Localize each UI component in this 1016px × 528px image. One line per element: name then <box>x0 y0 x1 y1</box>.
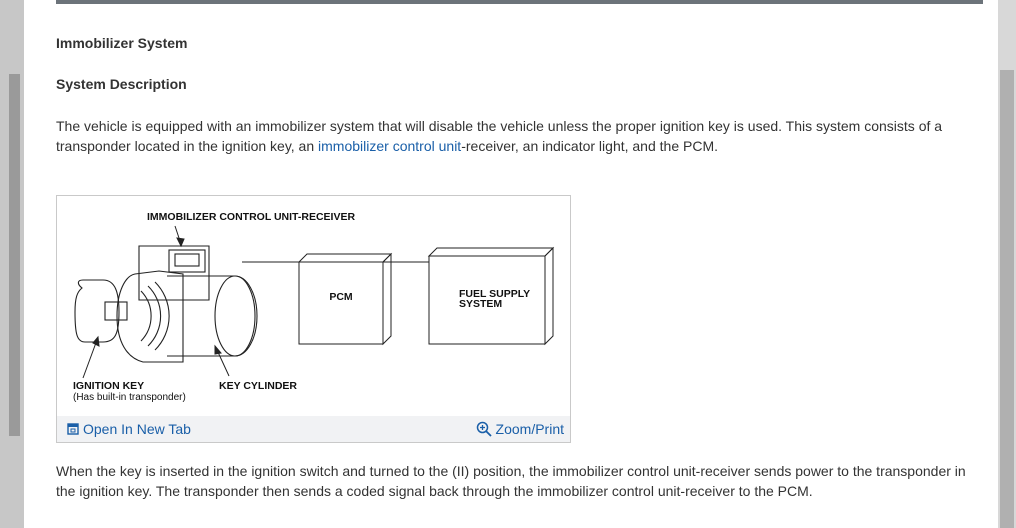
system-diagram-figure <box>56 195 571 443</box>
open-in-new-tab-label: Open In New Tab <box>83 421 191 437</box>
paragraph-text-after-link: -receiver, an indicator light, and the PCM. <box>461 138 718 154</box>
key-cylinder-assembly <box>75 246 257 362</box>
immobilizer-system-diagram <box>57 196 570 416</box>
figure-toolbar <box>57 416 570 442</box>
fuel-supply-label-line2: SYSTEM <box>459 298 503 310</box>
control-unit-receiver-label: IMMOBILIZER CONTROL UNIT-RECEIVER <box>147 211 356 223</box>
zoom-print-label: Zoom/Print <box>495 421 564 437</box>
open-in-new-tab-icon <box>67 423 79 435</box>
open-in-new-tab-button[interactable] <box>67 421 191 437</box>
immobilizer-control-unit-link[interactable]: immobilizer control unit <box>318 138 462 154</box>
top-divider-bar <box>56 0 983 4</box>
key-cylinder-label: KEY CYLINDER <box>219 380 297 392</box>
right-scrollbar[interactable] <box>998 0 1016 528</box>
right-scrollbar-thumb[interactable] <box>1000 70 1014 528</box>
pcm-label: PCM <box>329 291 353 303</box>
operation-paragraph: When the key is inserted in the ignition switch and turned to the (II) position, the immobilizer control unit-receiver sends power to the transponder in the ignition key. The transponder then sends a coded signal back through the immobilizer control unit-receiver to the PCM. <box>56 463 966 499</box>
fuel-supply-label-line1: FUEL SUPPLY <box>459 288 531 300</box>
ignition-key-label: IGNITION KEY <box>73 380 145 392</box>
description-paragraph <box>56 116 986 156</box>
left-scrollbar-thumb[interactable] <box>9 74 20 436</box>
paragraph-text-before-link: The vehicle is equipped with an immobilizer system that will disable the vehicle unless the proper ignition key is used. This system consists of a transponder located in the ignition key, an <box>56 118 943 154</box>
section-title: Immobilizer System <box>56 35 188 51</box>
ignition-key-note: (Has built-in transponder) <box>73 392 186 403</box>
subsection-title: System Description <box>56 76 187 92</box>
zoom-print-button[interactable] <box>476 421 564 437</box>
zoom-in-icon <box>476 421 492 437</box>
content-panel <box>24 0 998 528</box>
left-scrollbar[interactable] <box>0 0 24 528</box>
